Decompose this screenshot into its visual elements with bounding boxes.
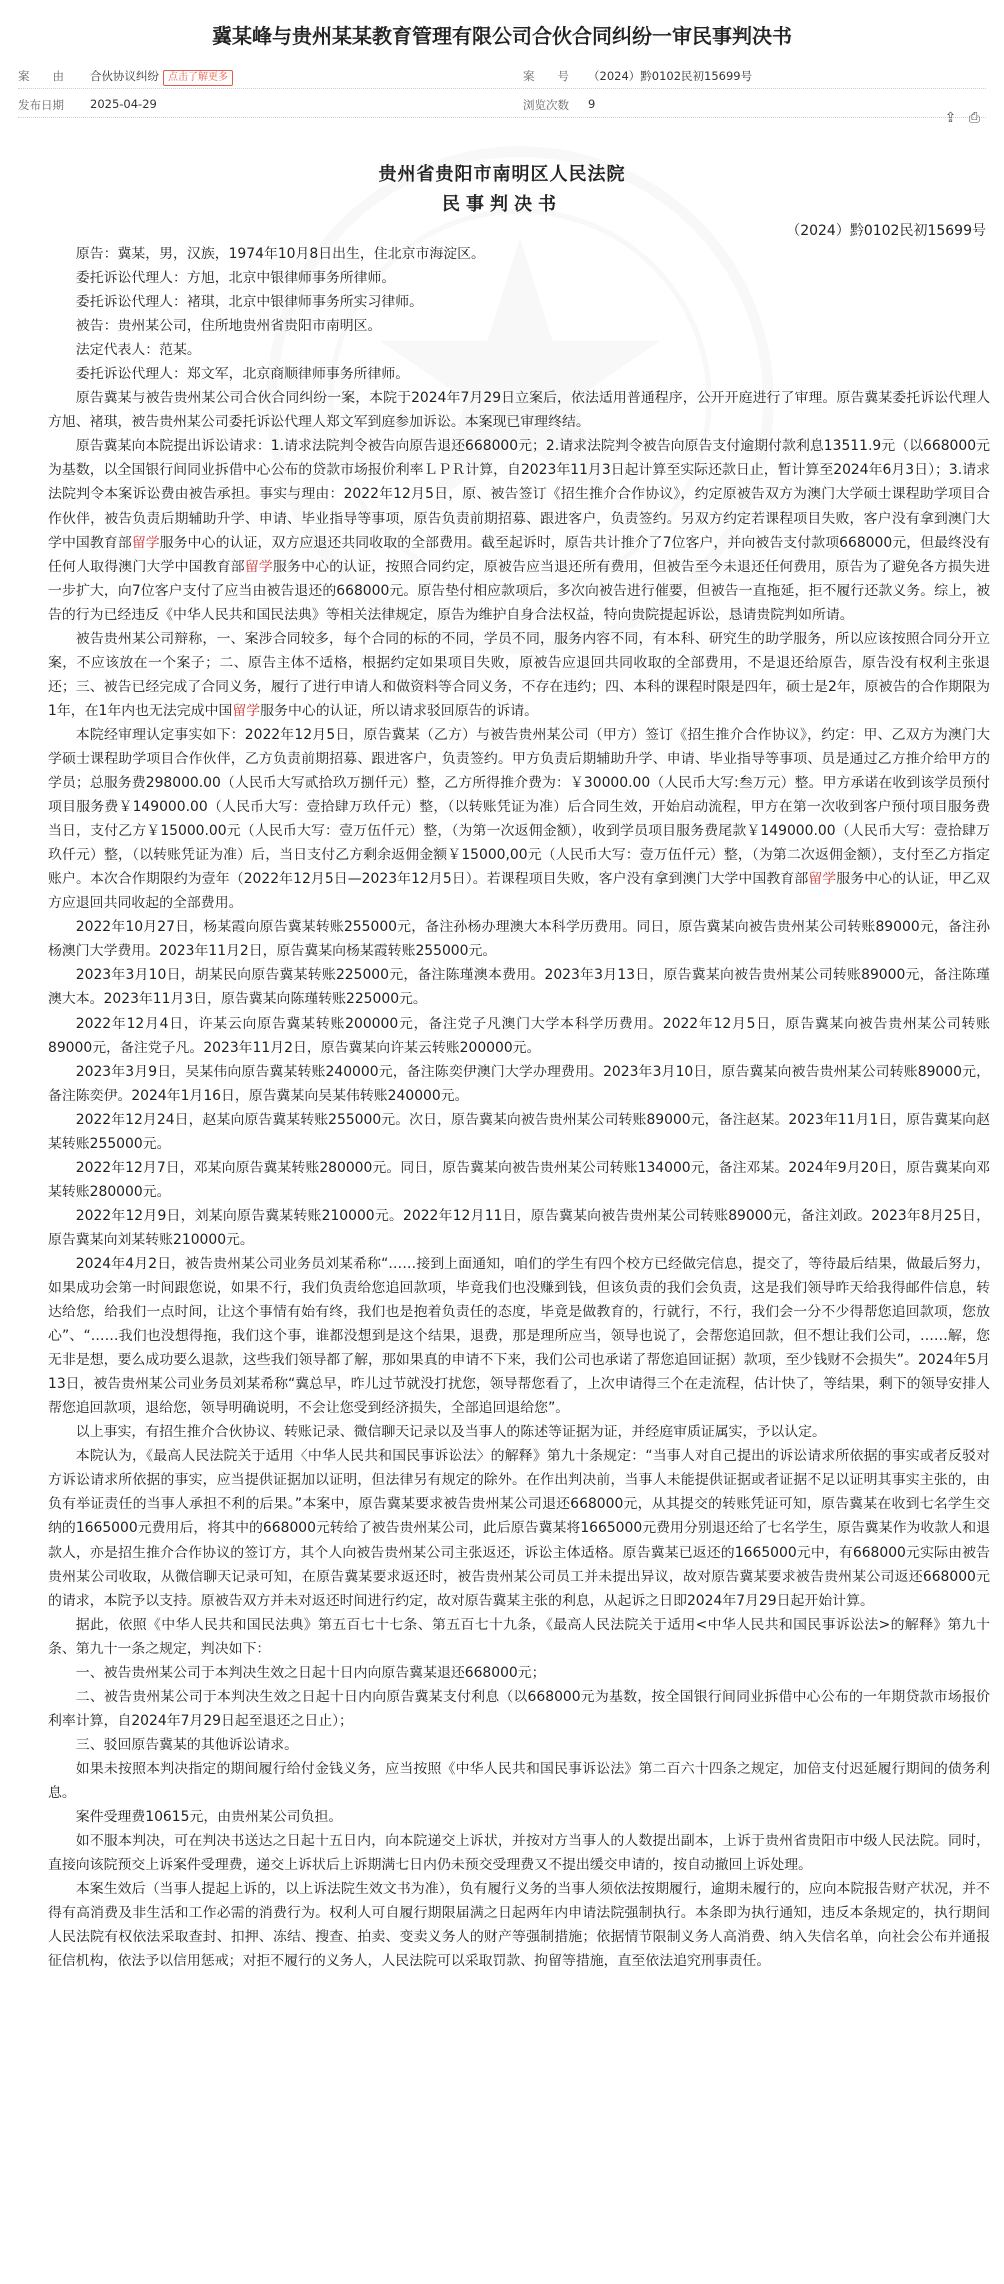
toolbar: [937, 110, 980, 126]
paragraph: 二、被告贵州某公司于本判决生效之日起十日内向原告冀某支付利息（以668000元为基数，按全国银行间同业拆借中心公布的一年期贷款市场报价利率计算，自2024年7月29日起至退还之日止）；: [48, 1688, 990, 1729]
document-case-number: （2024）黔0102民初15699号: [786, 223, 986, 239]
judgment-body: [48, 242, 990, 1973]
cause-label: 案 由: [18, 69, 64, 83]
case-no-label: 案 号: [523, 69, 569, 83]
paragraph: 本院经审理认定事实如下：2022年12月5日，原告冀某（乙方）与被告贵州某公司（甲方）签订《招生推介合作协议》，约定：甲、乙双方为澳门大学硕士课程助学项目合作伙伴，乙方负责前期招募、跟进客户，负责签约。甲方负责后期辅助升学、申请、毕业指导等事项、员是通过乙方推介给甲方的学员；总服务费298000.00（人民币大写贰拾玖万捌仟元）整，乙方所得推介费为：￥30000.00（人民币大写:叁万元）整。甲方承诺在收到该学员预付项目服务费￥149000.00（人民币大写：壹拾肆万玖仟元）整，（以转账凭证为准）后合同生效，开始启动流程，甲方在第一次收到客户预付项目服务费当日，支付乙方￥15000.00元（人民币大写：壹万伍仟元）整，（为第一次返佣金额），收到学员项目服务费尾款￥149000.00（人民币大写：壹拾肆万玖仟元）整，（以转账凭证为准）后，当日支付乙方剩余返佣金额￥15000,00元（人民币大写：壹万伍仟元）整，（为第二次返佣金额），支付至乙方指定账户。本次合作期限约为壹年（2022年12月5日—2023年12月5日）。若课程项目失败，客户没有拿到澳门大学中国教育部留学服务中心的认证，甲乙双方应退回共同收起的全部费用。: [48, 726, 990, 912]
meta-row-1: [18, 68, 986, 90]
paragraph: 据此，依照《中华人民共和国民法典》第五百七十七条、第五百七十九条，《最高人民法院关于适用<中华人民共和国民事诉讼法>的解释》第九十条、第九十一条之规定，判决如下：: [48, 1616, 990, 1657]
document-type: 民事判决书: [442, 194, 562, 215]
paragraph: 2022年12月9日，刘某向原告冀某转账210000元。2022年12月11日，原告冀某向被告贵州某公司转账89000元，备注刘政。2023年8月25日，原告冀某向刘某转账210000元。: [48, 1207, 990, 1248]
cause-text: 合伙协议纠纷: [90, 69, 159, 83]
publish-date-value: 2025-04-29: [90, 97, 157, 111]
publish-date-label: 发布日期: [18, 98, 64, 112]
paragraph: 原告：冀某，男，汉族，1974年10月8日出生，住北京市海淀区。: [75, 246, 485, 262]
court-name: 贵州省贵阳市南明区人民法院: [378, 164, 626, 185]
highlight-keyword: 留学: [131, 534, 160, 551]
share-icon[interactable]: ⇪: [944, 110, 957, 126]
paragraph: 法定代表人：范某。: [75, 342, 201, 359]
paragraph: 2022年12月4日，许某云向原告冀某转账200000元，备注党子凡澳门大学本科学历费用。2022年12月5日，原告冀某向被告贵州某公司转账89000元，备注党子凡。2023年11月2日，原告冀某向许某云转账200000元。: [48, 1015, 990, 1056]
paragraph: 三、驳回原告冀某的其他诉讼请求。: [75, 1736, 299, 1753]
paragraph: 2023年3月10日，胡某民向原告冀某转账225000元，备注陈瑾澳本费用。2023年3月13日，原告冀某向被告贵州某公司转账89000元，备注陈瑾澳大本。2023年11月3日，原告冀某向陈瑾转账225000元。: [48, 967, 990, 1008]
divider: [18, 88, 986, 89]
paragraph: 如不服本判决，可在判决书送达之日起十五日内，向本院递交上诉状，并按对方当事人的人数提出副本，上诉于贵州省贵阳市中级人民法院。同时，直接向该院预交上诉案件受理费，递交上诉状后上诉期满七日内仍未预交受理费又不提出缓交申请的，按自动撤回上诉处理。: [48, 1833, 990, 1874]
paragraph: 2022年10月27日，杨某霞向原告冀某转账255000元，备注孙杨办理澳大本科学历费用。同日，原告冀某向被告贵州某公司转账89000元，备注孙杨澳门大学费用。2023年11月2日，原告冀某向杨某霞转账255000元。: [48, 919, 990, 960]
paragraph: 案件受理费10615元，由贵州某公司负担。: [75, 1809, 343, 1826]
paragraph: 如果未按照本判决指定的期间履行给付金钱义务，应当按照《中华人民共和国民事诉讼法》第二百六十四条之规定，加倍支付迟延履行期间的债务利息。: [48, 1760, 990, 1801]
paragraph: 本案生效后（当事人提起上诉的，以上诉法院生效文书为准），负有履行义务的当事人须依法按期履行，逾期未履行的，应向本院报告财产状况，并不得有高消费及非生活和工作必需的消费行为。权利人可自履行期限届满之日起两年内申请法院强制执行。本条即为执行通知，违反本条规定的，执行期间人民法院有权依法采取查封、扣押、冻结、搜查、拍卖、变卖义务人的财产等强制措施；依据情节限制义务人高消费、纳入失信名单，向社会公布并通报征信机构，依法予以信用惩戒；对拒不履行的义务人，人民法院可以采取罚款、拘留等措施，直至依法追究刑事责任。: [48, 1881, 990, 1970]
learn-more-link[interactable]: 点击了解更多: [163, 70, 233, 86]
paragraph: 委托诉讼代理人：郑文军，北京商顺律师事务所律师。: [75, 366, 410, 383]
paragraph: 委托诉讼代理人：方旭，北京中银律师事务所律师。: [75, 270, 396, 287]
paragraph: 被告贵州某公司辩称，一、案涉合同较多，每个合同的标的不同，学员不同，服务内容不同，有本科、研究生的助学服务，所以应该按照合同分开立案，不应该放在一个案子；二、原告主体不适格，根据约定如果项目失败，原被告应退回共同收取的全部费用，不是退还给原告，原告没有权利主张退还；三、被告已经完成了合同义务，履行了进行申请人和做资料等合同义务，不存在违约；四、本科的课程时限是四年，硕士是2年，原被告的合作期限为1年，在1年内也无法完成中国留学服务中心的认证，所以请求驳回原告的诉请。: [48, 630, 990, 719]
cause-value: [90, 68, 233, 86]
document-title: 冀某峰与贵州某某教育管理有限公司合伙合同纠纷一审民事判决书: [212, 24, 792, 48]
paragraph: 以上事实，有招生推介合伙协议、转账记录、微信聊天记录以及当事人的陈述等证据为证，并经庭审质证属实，予以认定。: [75, 1424, 826, 1441]
paragraph: 一、被告贵州某公司于本判决生效之日起十日内向原告冀某退还668000元；: [75, 1664, 546, 1681]
paragraph: 本院认为，《最高人民法院关于适用〈中华人民共和国民事诉讼法〉的解释》第九十条规定：“当事人对自己提出的诉讼请求所依据的事实或者反驳对方诉讼请求所依据的事实，应当提供证据加以证明，但法律另有规定的除外。在作出判决前，当事人未能提供证据或者证据不足以证明其事实主张的，由负有举证责任的当事人承担不利的后果。”本案中，原告冀某要求被告贵州某公司退还668000元，从其提交的转账凭证可知，原告冀某在收到七名学生交纳的1665000元费用后，将其中的668000元转给了被告贵州某公司，此后原告冀某将1665000元费用分别退还给了七名学生，原告冀某作为收款人和退款人，亦是招生推介合作协议的签订方，其个人向被告贵州某公司主张返还，诉讼主体适格。原告冀某已返还的1665000元中，有668000元实际由被告贵州某公司收取，从微信聊天记录可知，在原告冀某要求返还时，被告贵州某公司员工并未提出异议，故对原告冀某要求被告贵州某公司返还668000元的请求，本院予以支持。原被告双方并未对返还时间进行约定，故对原告冀某主张的利息，从起诉之日即2024年7月29日起开始计算。: [48, 1448, 990, 1609]
paragraph: 原告冀某与被告贵州某公司合伙合同纠纷一案，本院于2024年7月29日立案后，依法适用普通程序，公开开庭进行了审理。原告冀某委托诉讼代理人方旭、褚琪，被告贵州某公司委托诉讼代理人郑文军到庭参加诉讼。本案现已审理终结。: [48, 390, 990, 431]
paragraph: 2024年4月2日，被告贵州某公司业务员刘某希称“……接到上面通知，咱们的学生有四个校方已经做完信息，提交了，等待最后结果，做最后努力，如果成功会第一时间跟您说，如果不行，我们负责给您追回款项，毕竟我们也没赚到钱，但该负责的我们会负责，这是我们领导昨天给我得邮件信息，转达给您，给我们一点时间，让这个事情有始有终，我们也是抱着负责任的态度，毕竟是做教育的，行就行，不行，我们会一分不少得帮您追回款项，您放心”、“……我们也没想得拖，我们这个事，谁都没想到是这个结果，退费，那是理所应当，领导也说了，会帮您追回款，但不想让我们公司，……解，您无非是想，要么成功要么退款，这些我们领导都了解，那如果真的申请不下来，我们公司也承诺了帮您追回证据）款项，至少钱财不会损失”。2024年5月13日，被告贵州某公司业务员刘某希称“冀总早，昨儿过节就没打扰您，领导帮您看了，上次申请得三个在走流程，估计快了，等结果，剩下的领导安排人帮您追回款项，退给您，领导明确说明，不会让您受到经济损失，全部追回退给您”。: [48, 1255, 990, 1417]
highlight-keyword: 留学: [232, 702, 261, 719]
paragraph: 2022年12月7日，邓某向原告冀某转账280000元。同日，原告冀某向被告贵州某公司转账134000元，备注邓某。2024年9月20日，原告冀某向邓某转账280000元。: [48, 1159, 990, 1200]
page-header: [18, 0, 986, 150]
case-no-value: （2024）黔0102民初15699号: [588, 69, 753, 83]
paragraph: 原告冀某向本院提出诉讼请求：1.请求法院判令被告向原告退还668000元；2.请求法院判令被告向原告支付逾期付款利息13511.9元（以668000元为基数，以全国银行间同业拆借中心公布的贷款市场报价利率ＬＰＲ计算，自2023年11月3日起计算至实际还款日止，暂计算至2024年6月3日）；3.请求法院判令本案诉讼费由被告承担。事实与理由：2022年12月5日，原、被告签订《招生推介合作协议》，约定原被告双方为澳门大学硕士课程助学项目合作伙伴，被告负责后期辅助升学、申请、毕业指导等事项，原告负责前期招募、跟进客户，负责签约。另双方约定若课程项目失败，客户没有拿到澳门大学中国教育部留学服务中心的认证，双方应退还共同收取的全部费用。截至起诉时，原告共计推介了7位客户，并向被告支付款项668000元，但最终没有任何人取得澳门大学中国教育部留学服务中心的认证，按照合同约定，原被告应当退还所有费用，但被告至今未退还任何费用，原告为了避免各方损失进一步扩大，向7位客户支付了应当由被告退还的668000元。原告垫付相应款项后，多次向被告进行催要，但被告一直拖延，拒不履行还款义务。综上，被告的行为已经违反《中华人民共和国民法典》等相关法律规定，原告为维护自身合法权益，特向贵院提起诉讼，恳请贵院判如所请。: [48, 438, 990, 623]
paragraph: 被告：贵州某公司，住所地贵州省贵阳市南明区。: [75, 318, 382, 335]
print-icon[interactable]: ⎙: [968, 110, 980, 126]
paragraph: 委托诉讼代理人：褚琪，北京中银律师事务所实习律师。: [75, 294, 424, 311]
highlight-keyword: 留学: [808, 871, 837, 888]
views-label: 浏览次数: [523, 98, 569, 112]
paragraph: 2022年12月24日，赵某向原告冀某转账255000元。次日，原告冀某向被告贵州某公司转账89000元，备注赵某。2023年11月1日，原告冀某向赵某转账255000元。: [48, 1111, 990, 1152]
highlight-keyword: 留学: [244, 558, 273, 575]
meta-row-2: [18, 97, 986, 119]
views-value: 9: [588, 97, 596, 111]
divider: [18, 117, 986, 118]
paragraph: 2023年3月9日，吴某伟向原告冀某转账240000元，备注陈奕伊澳门大学办理费用。2023年3月10日，原告冀某向被告贵州某公司转账89000元，备注陈奕伊。2024年1月16日，原告冀某向吴某伟转账240000元。: [48, 1063, 990, 1104]
